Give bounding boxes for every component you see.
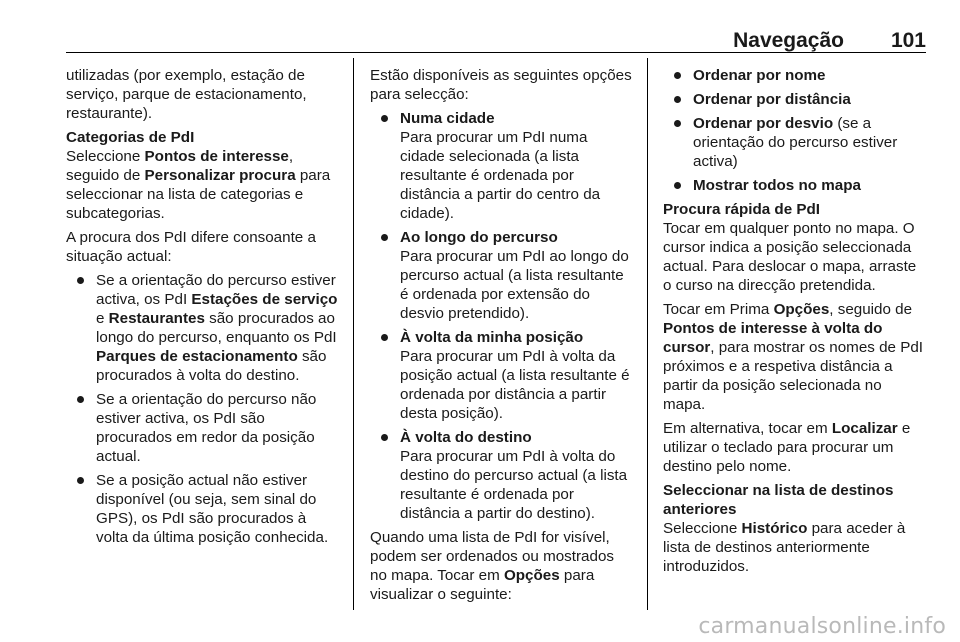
list-item: Ordenar por desvio (se a orientação do percurso estiver activa)	[663, 114, 928, 171]
page-header	[66, 30, 926, 53]
page-number: 101	[890, 29, 926, 52]
bullet-icon	[77, 477, 84, 484]
list-item: Ordenar por nome	[663, 66, 928, 85]
bullet-icon	[381, 434, 388, 441]
paragraph: Tocar em Prima Opções, seguido de Pontos de interesse à volta do cursor, para mostrar os nomes de PdI próximos e a respetiva distância a partir da posição selecionada no mapa.	[663, 301, 924, 413]
list-item: Ao longo do percurso Para procurar um PdI ao longo do percurso actual (a lista resultante é ordenada por extensão do desvio pretendido).	[370, 228, 632, 323]
bullet-list	[66, 271, 341, 547]
bullet-icon	[381, 234, 388, 241]
bullet-icon	[77, 277, 84, 284]
page-title: Navegação	[733, 29, 844, 52]
section-heading: Categorias de PdI	[66, 129, 195, 146]
bullet-icon	[674, 96, 681, 103]
paragraph: utilizadas (por exemplo, estação de serviço, parque de estacionamento, restaurante).	[66, 67, 307, 122]
sort-option-list	[663, 66, 928, 195]
section-heading: Seleccionar na lista de destinos anteriores	[663, 482, 894, 518]
paragraph: Estão disponíveis as seguintes opções para selecção:	[370, 67, 632, 103]
section-heading: Procura rápida de PdI	[663, 201, 820, 218]
column-divider	[353, 58, 354, 610]
bullet-icon	[674, 182, 681, 189]
list-item: Mostrar todos no mapa	[663, 176, 928, 195]
list-item: Se a orientação do percurso estiver activa, os PdI Estações de serviço e Restaurantes são procurados ao longo do percurso, enquanto os PdI Parques de estacionamento são procurados à volta do destino.	[66, 271, 341, 385]
paragraph: Quando uma lista de PdI for visível, podem ser ordenados ou mostrados no mapa. Tocar em Opções para visualizar o seguinte:	[370, 529, 614, 603]
paragraph: Seleccione Histórico para aceder à lista de destinos anteriormente introduzidos.	[663, 520, 906, 575]
paragraph: Tocar em qualquer ponto no mapa. O cursor indica a posição seleccionada actual. Para deslocar o mapa, arraste o curso na direcção pretendida.	[663, 220, 917, 294]
column-3	[663, 66, 928, 581]
paragraph: A procura dos PdI difere consoante a situação actual:	[66, 229, 316, 265]
column-divider	[647, 58, 648, 610]
column-2	[370, 66, 632, 609]
watermark-link[interactable]: carmanualsonline.info	[698, 614, 946, 639]
list-item: Se a orientação do percurso não estiver activa, os PdI são procurados em redor da posição actual.	[66, 390, 341, 466]
list-item: À volta da minha posição Para procurar um PdI à volta da posição actual (a lista resultante é ordenada por distância a partir desta posição).	[370, 328, 632, 423]
bullet-icon	[674, 120, 681, 127]
list-item: À volta do destino Para procurar um PdI à volta do destino do percurso actual (a lista resultante é ordenada por distância a partir do destino).	[370, 428, 632, 523]
bullet-icon	[381, 334, 388, 341]
list-item: Numa cidade Para procurar um PdI numa cidade selecionada (a lista resultante é ordenada por distância a partir do centro da cidade).	[370, 109, 632, 223]
paragraph: Em alternativa, tocar em Localizar e utilizar o teclado para procurar um destino pelo nome.	[663, 420, 911, 475]
list-item: Se a posição actual não estiver disponível (ou seja, sem sinal do GPS), os PdI são procurados à volta da última posição conhecida.	[66, 471, 341, 547]
paragraph: Seleccione Pontos de interesse, seguido de Personalizar procura para seleccionar na lista de categorias e subcategorias.	[66, 148, 331, 222]
option-list	[370, 109, 632, 523]
list-item: Ordenar por distância	[663, 90, 928, 109]
bullet-icon	[674, 72, 681, 79]
bullet-icon	[381, 115, 388, 122]
column-1	[66, 66, 341, 552]
bullet-icon	[77, 396, 84, 403]
